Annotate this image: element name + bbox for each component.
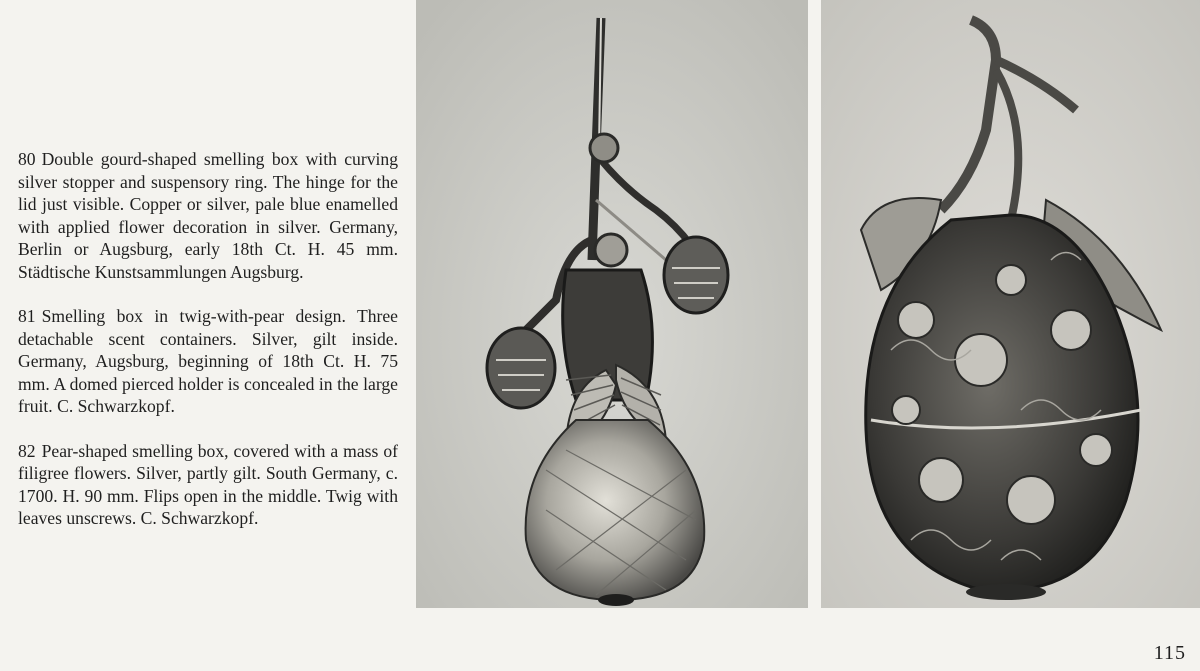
caption-column [18, 148, 398, 552]
caption-80 [18, 148, 398, 283]
caption-text: Double gourd-shaped smelling box with curving silver stopper and suspensory ring. The hinge for the lid just visible. Copper or silver, pale blue enamelled with applied flower decoration in silver. Germany, Berlin or Augsburg, early 18th Ct. H. 45 mm. Städtische Kunstsammlungen Augsburg. [18, 149, 398, 282]
caption-text: Pear-shaped smelling box, covered with a mass of filigree flowers. Silver, partly gilt. South Germany, c. 1700. H. 90 mm. Flips open in the middle. Twig with leaves unscrews. C. Schwarzkopf. [18, 440, 398, 528]
caption-82 [18, 440, 398, 530]
caption-number: 82 [18, 440, 36, 461]
twig-pear-illustration [416, 0, 808, 608]
caption-text: Smelling box in twig-with-pear design. Three detachable scent containers. Silver, gilt inside. Germany, Augsburg, beginning of 18th Ct. H. 75 mm. A domed pierced holder is concealed in the large fruit. C. Schwarzkopf. [18, 306, 398, 416]
caption-number: 80 [18, 149, 36, 169]
filigree-pear-illustration [821, 0, 1200, 608]
caption-number: 81 [18, 306, 36, 326]
photo-twig-pear-smelling-box [416, 0, 808, 608]
page-number: 115 [1153, 642, 1186, 664]
photo-filigree-pear-smelling-box [821, 0, 1200, 608]
caption-81 [18, 305, 398, 418]
